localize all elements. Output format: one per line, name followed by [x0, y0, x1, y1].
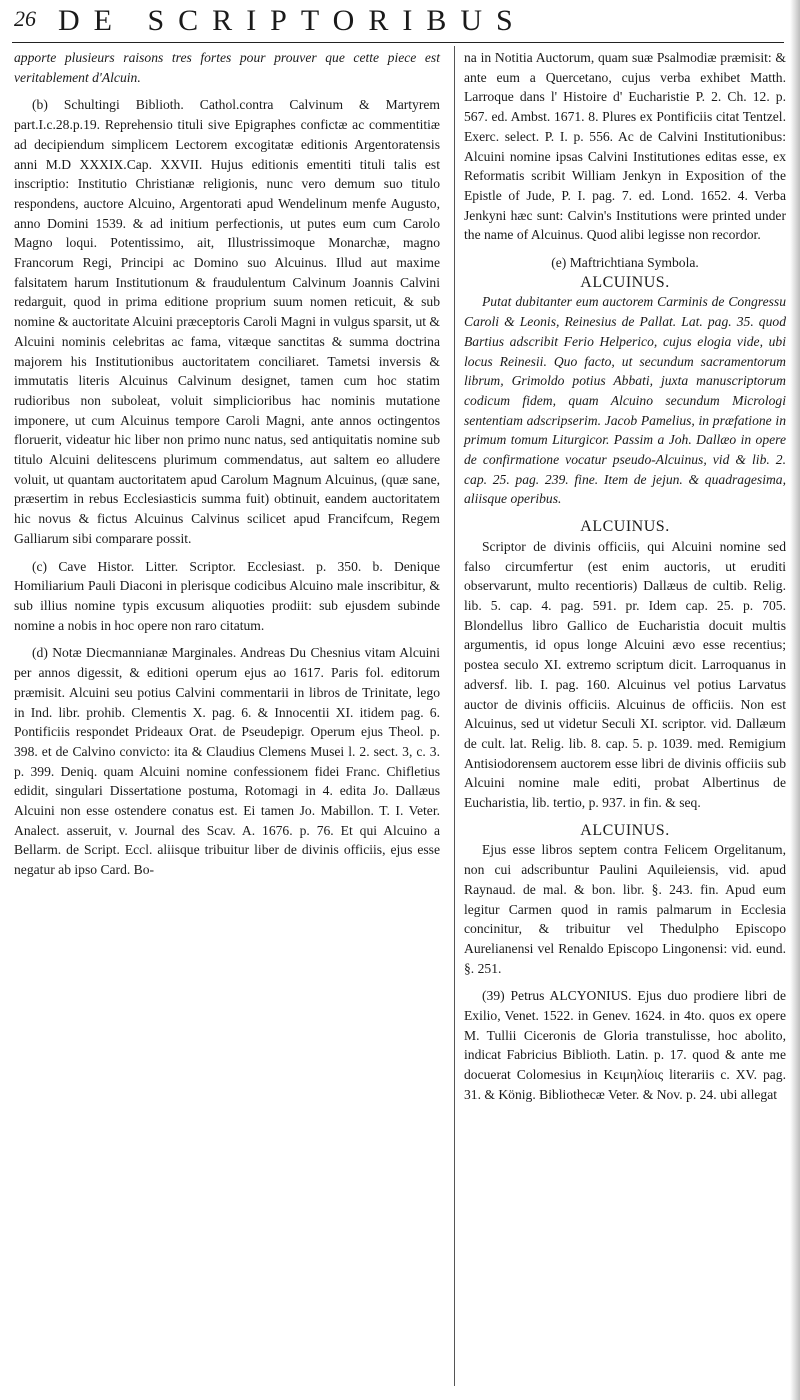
- right-heading-alcuinus-1: ALCUINUS.: [580, 273, 670, 291]
- left-note-d: (d) Notæ Diecmannianæ Marginales. Andreas Du Chesnius vitam Alcuini per annos digessit, & editioni operum ejus ao 1617. Paris fol. editorum præmisit. Alcuini seu potius Calvini commentarii in libros de Trinitate, lego in Ind. libr. prohib. Clementis X. pag. 6. & Innocentii XI. itidem pag. 6. Pontificiis respondet Prideaux Orat. de Pseudepigr. Operum ejus Theol. p. 398. et de Calvino convicto: ita & Claudius Clemens Musei l. 2. sect. 3, c. 3. p. 399. Deniq. quam Alcuini nomine confessionem fidei Franc. Chifletius edidit, singulari Dissertatione postuma, Rotomagi in 4. edita Jo. Dallæus Alcuini non esse ostendere conatus est. Ei tamen Jo. Mabillon. T. I. Veter. Analect. asseruit, v. Journal des Scav. A. 1676. p. 76. Et qui Alcuino a Bellarm. de Script. Eccl. aliisque tribuitur liber de divinis officiis, ejus esse negatur ab ipso Card. Bo-: [14, 645, 440, 878]
- column-divider: [454, 46, 455, 1386]
- page-number: 26: [14, 6, 36, 31]
- right-column: [464, 48, 786, 1105]
- right-heading-alcuinus-3: ALCUINUS.: [580, 821, 670, 839]
- left-note-b: (b) Schultingi Biblioth. Cathol.contra Calvinum & Martyrem part.I.c.28.p.19. Reprehensio tituli sive Epigraphes confictæ ac commentitiæ ad decipiendum simplicem Lectorem excogitatæ editionis Argentoratensis anni M.D XXXIX.Cap. XXVII. Hujus editionis ementiti tituli talis est inscriptio: Institutio Christianæ religionis, nunc vero demum suo titulo respondens, auctore Alcuino, Argentorati apud Wendelinum menfe Augusto, anno Domini 1539. & ad initium perfectionis, ut putes eum cum Carolo Magno loqui. Potentissimo, ait, Illustrissimoque Monarchæ, magno Francorum Regi, Principi ac Domino suo Alcuinus. Illud aut maxime falsitatem harum Institutionum & fraudulentum Calvinum Joannis Calvini redarguit, quod in prima editione proprium suum nomen reticuit, & sub nomine & auctoritate Alcuini præceptoris Caroli Magni in vulgus sparsit, ut & Alcuini nominis celebritas ac fama, vitæque sanctitas & summa doctrina majorem his Institutionibus auctoritatem conciliaret. Tametsi inversis & immutatis literis Alcuinus Calvinum designet, tamen cum hoc statim rudioribus non suboleat, voluit simplicioribus hac nominis mutatione imponere, ut cum Alcuinus tempore Caroli Magni, ante annos octingentos floruerit, videatur hic liber non primo nunc natus, sed antiquitatis nomine sub titulo Alcuini delitescens plurimum commendatus, aut saltem eo alludere voluit, ut quantam auctoritatem apud Carolum Magnum Alcuinus, (quæ sane, præsertim in rebus Ecclesiasticis summa fuit) obtinuit, eandem auctoritatem hic novus & fictus Alcuinus Calvinus scilicet apud Francifcum, Regem Galliarum sibi comparare possit.: [14, 97, 440, 546]
- running-title: DE SCRIPTORIBUS: [58, 4, 527, 37]
- header-rule: [12, 42, 784, 43]
- right-note-39: (39) Petrus ALCYONIUS. Ejus duo prodiere libri de Exilio, Venet. 1522. in Genev. 1624. in 4to. quos ex opere M. Tullii Ciceronis de Gloria transtulisse, hoc abolito, indicat Fabricius Biblioth. Latin. p. 17. quod & ante me docuerat Colomesius in Κειμηλίοις literariis c. XV. pag. 31. & König. Bibliothecæ Veter. & Nov. p. 24. ubi allegat: [464, 988, 786, 1102]
- right-paragraph-3: Scriptor de divinis officiis, qui Alcuini nomine sed falso circumfertur (est enim auctoris, ut eruditi observarunt, multo recentioris) Dallæus de cultib. Relig. lib. 5. cap. 4. pag. 591. pr. Idem cap. 25. p. 705. Blondellus libro Gallico de Eucharistia docuit multis argumentis, id opus longe Alcuini ævo esse recentius; postea seculo XI. extremo scriptum dicit. Larroquanus in adversf. lib. I. pag. 160. Alcuinus vel potius Larvatus auctor de divinis officiis. Alcuinus de officiis. Non est Alcuinus, sed ut videtur Seculi XI. scriptor. vid. Dallæum de cult. lat. Relig. lib. 8. cap. 5. p. 1039. med. Remigium Antisiodorensem auctorem esse libri de divinis officiis sub Alcuini nomine male editi, probat Albertinus de Eucharistia, lib. tertio, p. 937. in fin. & seq.: [464, 538, 786, 811]
- left-note-c: (c) Cave Histor. Litter. Scriptor. Ecclesiast. p. 350. b. Denique Homiliarium Pauli Diaconi in plerisque codicibus Alcuino male inscribitur, & sub illius nomine typis excusum aliquoties prodiit: sub ejusdem subinde nomine a nobis in hoc opere non raro citatum.: [14, 558, 440, 633]
- page-edge-shadow: [790, 0, 800, 1400]
- right-paragraph-4: Ejus esse libros septem contra Felicem Orgelitanum, non cui adscribuntur Paulini Aquileiensis, vid. apud Raynaud. de mal. & bon. libr. §. 243. fin. Apud eum legitur Carmen quod in ramis palmarum in Ecclesia concinitur, & tribuitur vel Thedulpho Episcopo Aurelianensi vel Renaldo Episcopo Lingonensi: vid. eund. §. 251.: [464, 842, 786, 976]
- right-paragraph-1: na in Notitia Auctorum, quam suæ Psalmodiæ præmisit: & ante eum a Quercetano, cujus verba exhibet Matth. Larroque dans l' Histoire d' Eucharistie P. 2. Ch. 12. p. 567. ed. Ambst. 1671. 8. Plures ex Pontificiis citat Tentzel. Exerc. select. P. I. p. 556. Ac de Calvini Institutionibus: Alcuini nomine ipsas Calvini Institutiones editas esse, ex Reformatis scribit William Jenkyn in Exposition of the Epistle of Jude, P. I. pag. 7. ed. Lond. 1652. 4. Verba Jenkyni hæc sunt: Calvin's Institutions were printed under the name of Alcuinus. Quod alibi legisse non recordor.: [464, 50, 786, 243]
- left-column: [14, 48, 440, 880]
- right-heading-alcuinus-2: ALCUINUS.: [580, 518, 670, 536]
- right-note-e: (e) Maftrichtiana Symbola.: [551, 255, 699, 271]
- right-paragraph-2: Putat dubitanter eum auctorem Carminis de Congressu Caroli & Leonis, Reinesius de Pallat. Lat. pag. 35. quod Bartius adscribit Ferio Helperico, cujus elogia vide, ubi locus Reinesii. Quo facto, ut secundum sacramentorum librum, Grimoldo potius Abbati, juxta manuscriptorum codicum fidem, quam Alcuino secundum Micrologi sententiam adscripserim. Jacob Pamelius, in præfatione in primum tomum Liturgicor. Passim a Joh. Dallæo in opere de confirmatione vocatur pseudo-Alcuinus, vid & lib. 2. cap. 25. pag. 239. fine. Item de jejun. & quadragesima, aliisque operibus.: [464, 294, 786, 507]
- left-paragraph-1: apporte plusieurs raisons tres fortes pour prouver que cette piece est veritablement d'Alcuin.: [14, 50, 440, 85]
